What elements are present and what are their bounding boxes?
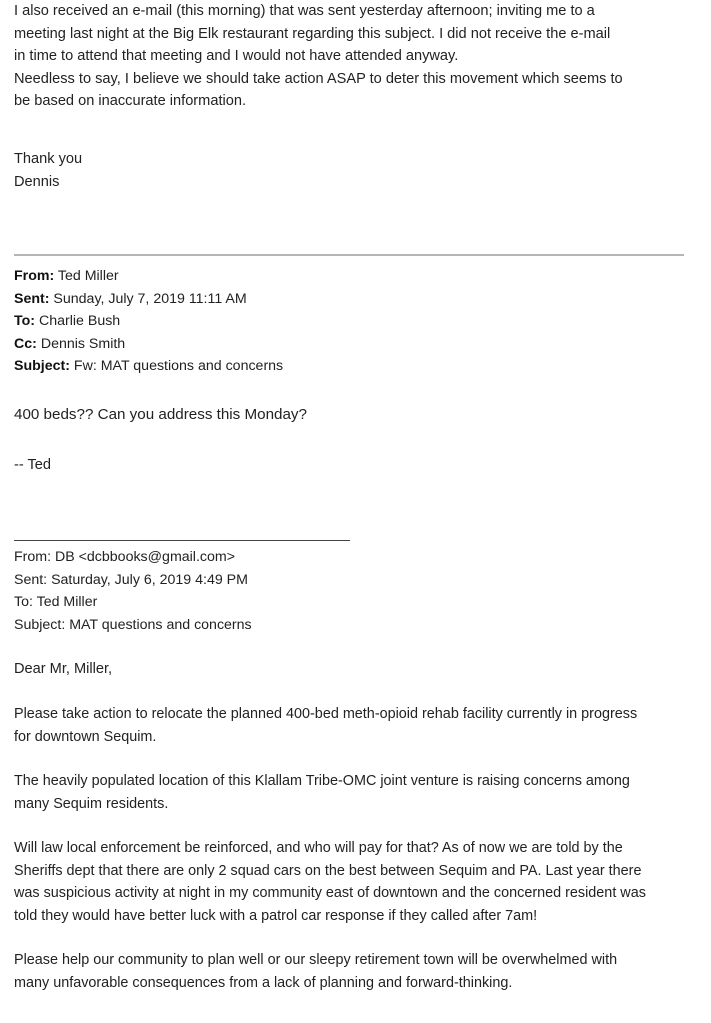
greeting: Dear Mr, Miller, <box>14 661 113 677</box>
subject-row <box>14 355 283 378</box>
paragraph-line: Sheriffs dept that there are only 2 squad cars on the best between Sequim and PA. Last year there <box>14 862 642 879</box>
separator-rule <box>14 254 684 256</box>
top-message-line: Needless to say, I believe we should take action ASAP to deter this movement which seems to <box>14 70 623 87</box>
top-message-line: meeting last night at the Big Elk restaurant regarding this subject. I did not receive the e-mail <box>14 25 611 42</box>
paragraph-line: Please take action to relocate the planned 400-bed meth-opioid rehab facility currently in progress <box>14 706 638 722</box>
body-paragraph-2 <box>14 770 630 815</box>
original-sent-line: Sent: Saturday, July 6, 2019 4:49 PM <box>14 571 248 588</box>
sent-value: Sunday, July 7, 2019 11:11 AM <box>53 290 247 307</box>
paragraph-line: for downtown Sequim. <box>14 728 157 745</box>
subject-label: Subject: <box>14 358 70 374</box>
forwarded-email-header <box>14 265 283 378</box>
paragraph-line: told they would have better luck with a patrol car response if they called after 7am! <box>14 907 538 924</box>
cc-row <box>14 333 283 356</box>
paragraph-line: many unfavorable consequences from a lack of planning and forward-thinking. <box>14 974 513 991</box>
paragraph-line: was suspicious activity at night in my community east of downtown and the concerned resident was <box>14 885 646 901</box>
forwarded-message: 400 beds?? Can you address this Monday? <box>14 406 307 423</box>
paragraph-line: Please help our community to plan well or our sleepy retirement town will be overwhelmed with <box>14 952 618 968</box>
paragraph-line: The heavily populated location of this Klallam Tribe-OMC joint venture is raising concerns among <box>14 773 630 789</box>
cc-value: Dennis Smith <box>40 335 126 352</box>
original-email-header <box>14 546 252 636</box>
original-subject-line: Subject: MAT questions and concerns <box>14 616 252 633</box>
to-row <box>14 310 283 333</box>
top-message-line: I also received an e-mail (this morning) that was sent yesterday afternoon; inviting me to a <box>14 3 595 19</box>
to-value: Charlie Bush <box>38 313 121 329</box>
closing-text: Thank you <box>14 151 83 167</box>
underscore-separator <box>14 540 350 541</box>
original-to-line: To: Ted Miller <box>14 594 98 610</box>
to-label: To: <box>14 313 36 329</box>
body-paragraph-3 <box>14 837 646 927</box>
top-message <box>14 0 623 113</box>
forwarded-signature: -- Ted <box>14 457 52 473</box>
subject-value: Fw: MAT questions and concerns <box>73 358 284 374</box>
sent-label: Sent: <box>14 290 50 307</box>
signature-name: Dennis <box>14 173 60 190</box>
original-from-line: From: DB <dcbbooks@gmail.com> <box>14 549 235 565</box>
body-paragraph-4 <box>14 949 617 994</box>
top-signature-block <box>14 148 82 193</box>
from-value: Ted Miller <box>57 268 119 284</box>
top-message-line: in time to attend that meeting and I would not have attended anyway. <box>14 48 459 64</box>
from-row <box>14 265 283 288</box>
paragraph-line: Will law local enforcement be reinforced, and who will pay for that? As of now we are told by the <box>14 840 623 856</box>
body-paragraph-1 <box>14 703 637 748</box>
paragraph-line: many Sequim residents. <box>14 795 169 812</box>
sent-row <box>14 288 283 311</box>
cc-label: Cc: <box>14 335 37 352</box>
from-label: From: <box>14 268 55 284</box>
top-message-line: be based on inaccurate information. <box>14 93 247 109</box>
